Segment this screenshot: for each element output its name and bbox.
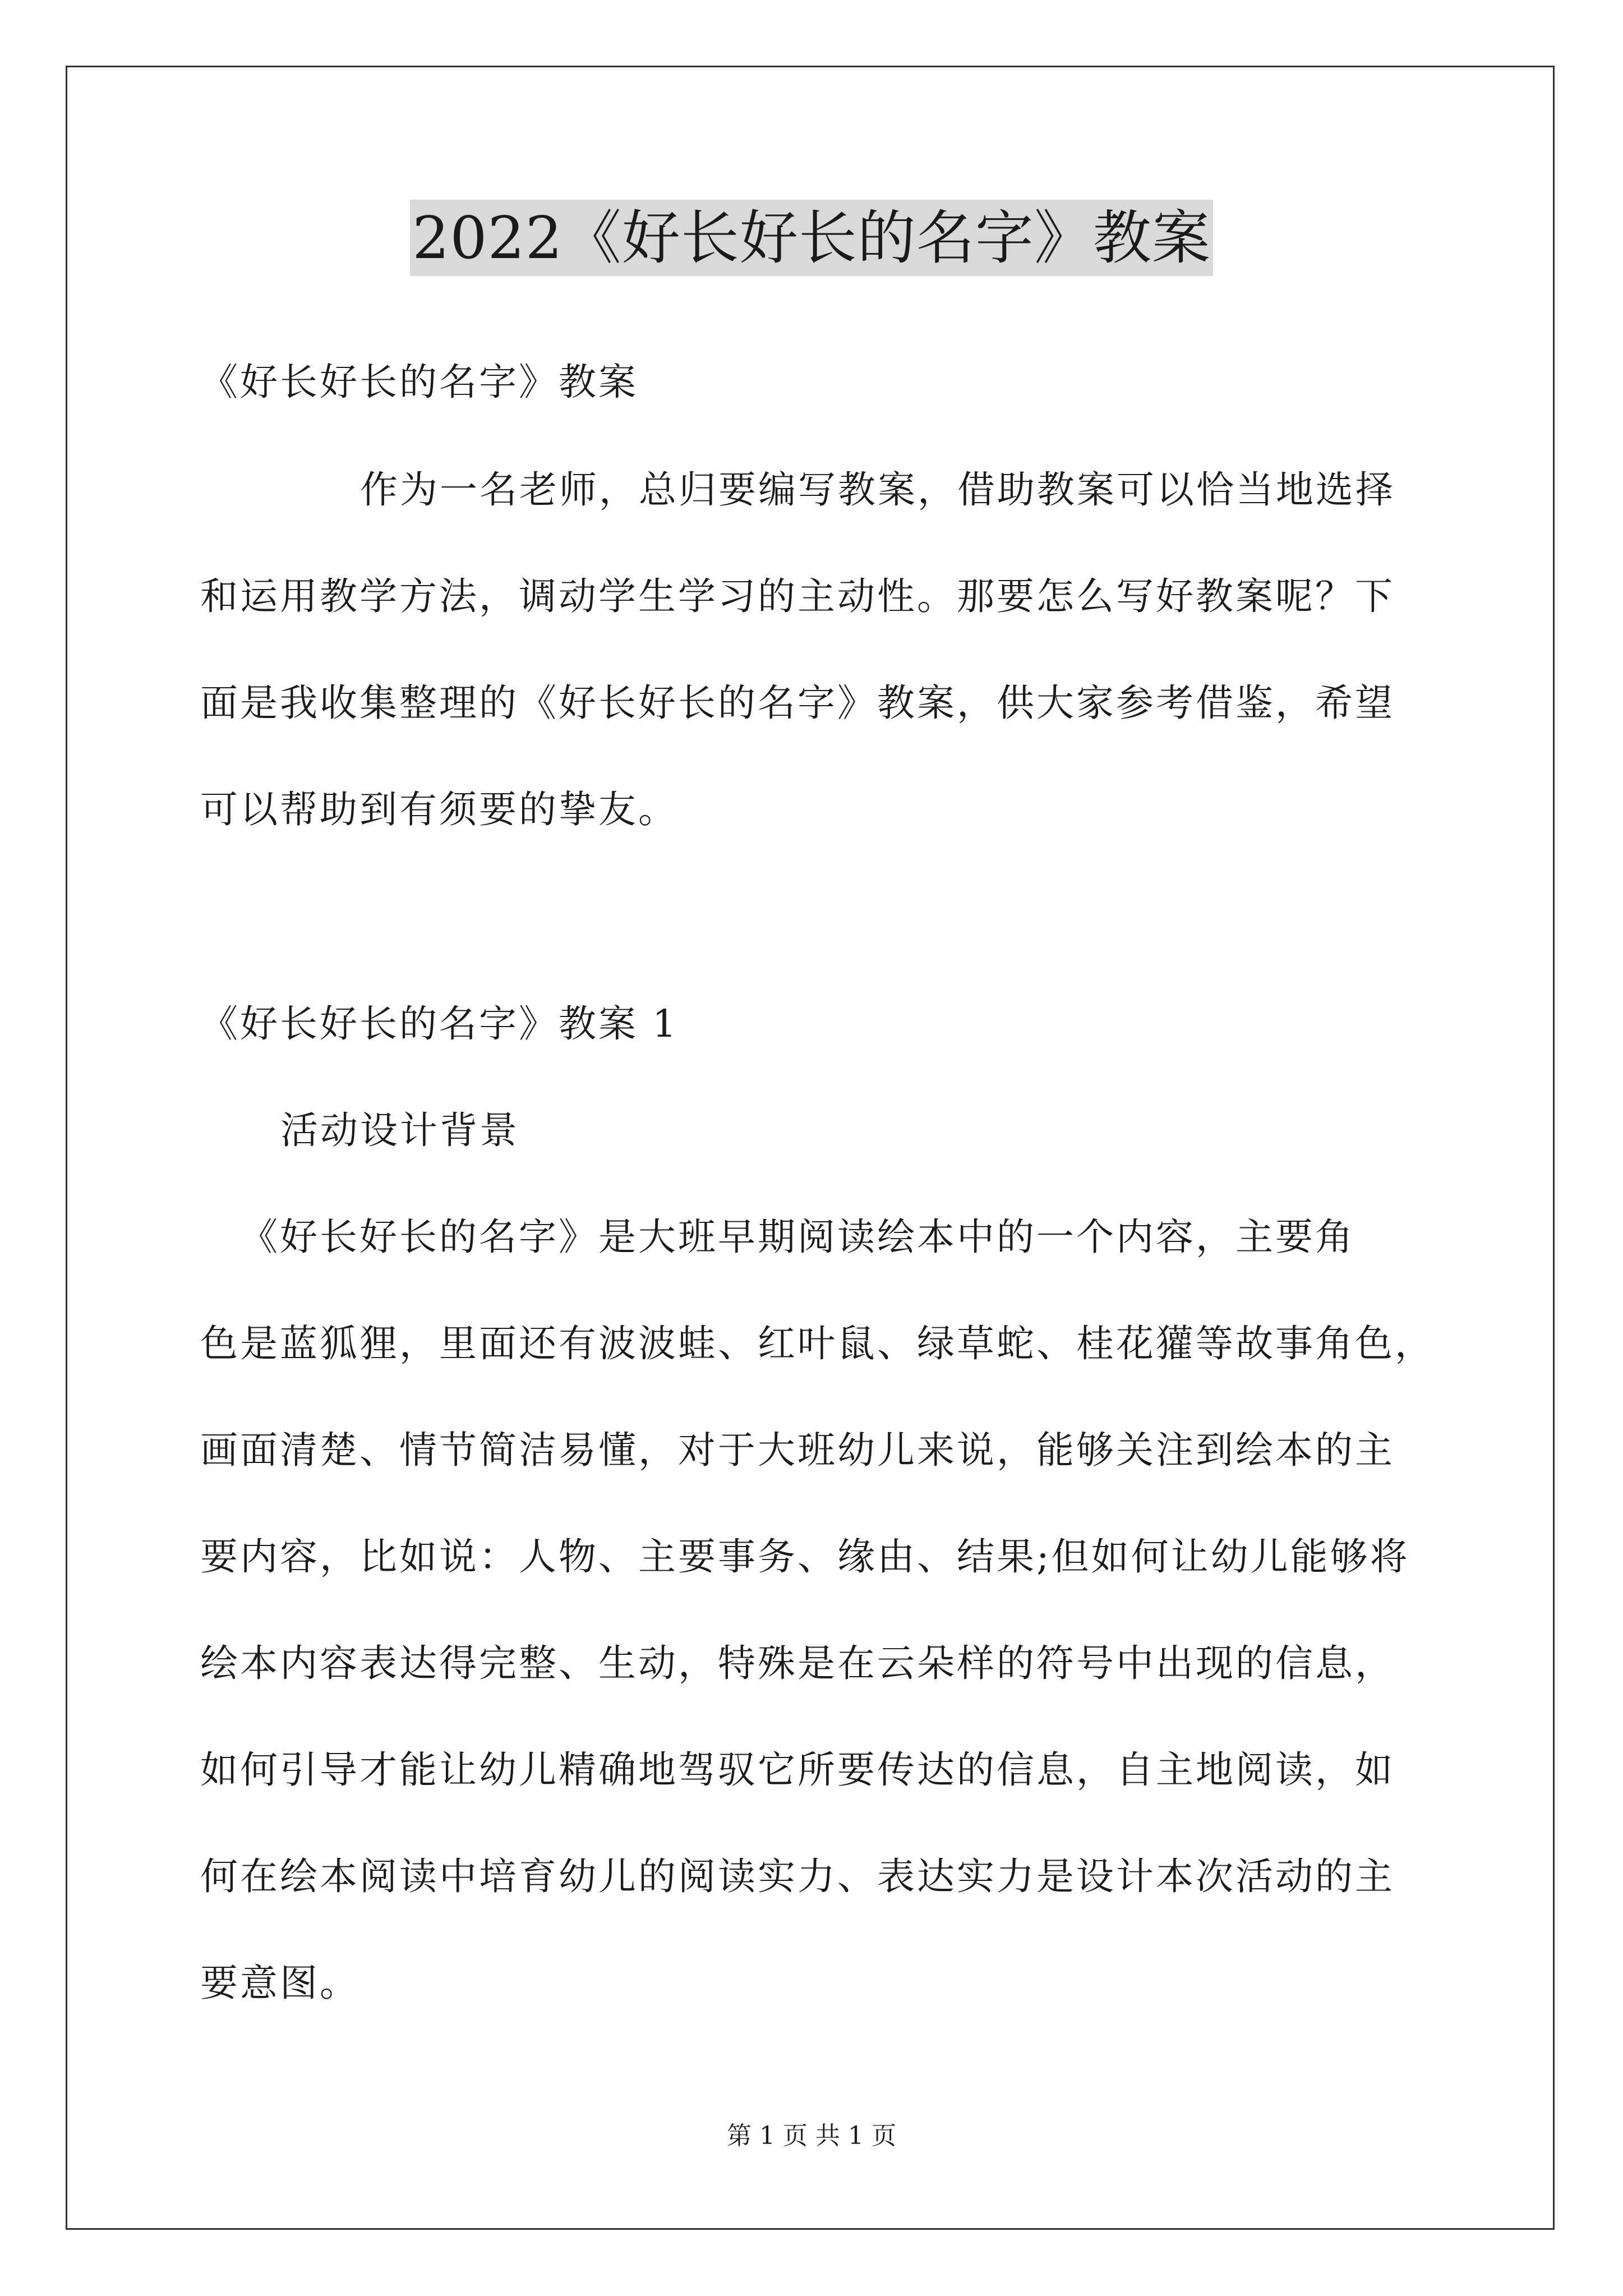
background-heading: 活动设计背景 — [280, 1108, 519, 1152]
title-container — [0, 200, 1623, 276]
body-line-2: 色是蓝狐狸，里面还有波波蛙、红叶鼠、绿草蛇、桂花獾等故事角色， — [200, 1322, 1435, 1365]
intro-line-2: 和运用教学方法，调动学生学习的主动性。那要怎么写好教案呢？下 — [200, 574, 1395, 618]
body-line-4: 要内容，比如说：人物、主要事务、缘由、结果;但如何让幼儿能够将 — [200, 1535, 1410, 1579]
page-footer: 第 1 页 共 1 页 — [727, 2122, 896, 2150]
body-line-8: 要意图。 — [200, 1961, 359, 2005]
body-line-1: 《好长好长的名字》是大班早期阅读绘本中的一个内容，主要角 — [240, 1215, 1355, 1259]
document-subtitle: 《好长好长的名字》教案 — [200, 360, 638, 404]
body-line-6: 如何引导才能让幼儿精确地驾驭它所要传达的信息，自主地阅读，如 — [200, 1748, 1395, 1792]
section-heading: 《好长好长的名字》教案 1 — [200, 1002, 679, 1046]
document-title: 2022《好长好长的名字》教案 — [410, 200, 1213, 276]
body-line-3: 画面清楚、情节简洁易懂，对于大班幼儿来说，能够关注到绘本的主 — [200, 1428, 1395, 1472]
intro-line-4: 可以帮助到有须要的挚友。 — [200, 788, 678, 831]
body-line-7: 何在绘本阅读中培育幼儿的阅读实力、表达实力是设计本次活动的主 — [200, 1855, 1395, 1898]
body-line-5: 绘本内容表达得完整、生动，特殊是在云朵样的符号中出现的信息， — [200, 1641, 1395, 1685]
intro-line-1: 作为一名老师，总归要编写教案，借助教案可以恰当地选择 — [360, 468, 1395, 512]
intro-line-3: 面是我收集整理的《好长好长的名字》教案，供大家参考借鉴，希望 — [200, 681, 1395, 725]
